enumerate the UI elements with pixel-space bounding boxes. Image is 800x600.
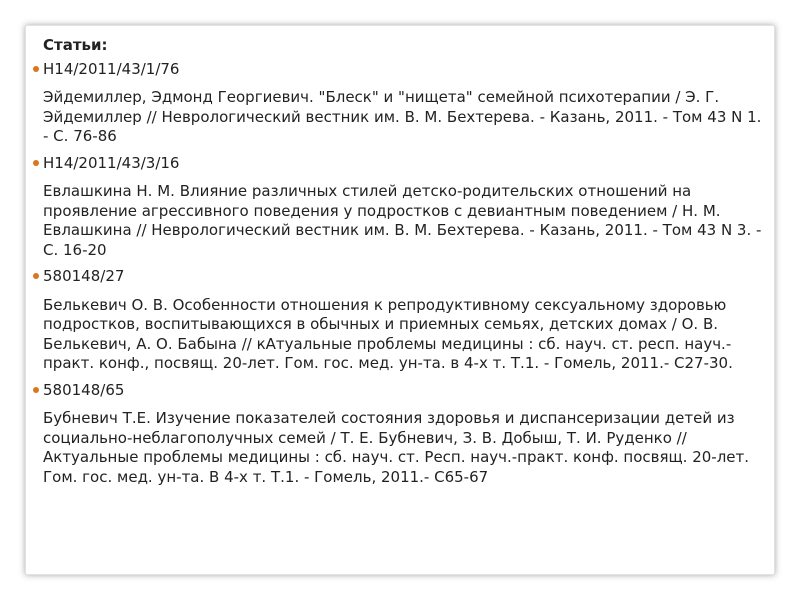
- bullet-icon: [33, 273, 39, 279]
- entry-code: 580148/27: [43, 267, 125, 285]
- entry-code-line: [43, 154, 770, 174]
- entry-code-line: [43, 267, 770, 287]
- entry-code-line: [43, 60, 770, 80]
- entry-citation: Евлашкина Н. М. Влияние различных стилей детско-родительских отношений на проявление агрессивного поведения у подростков с девиантным поведением / Н. М. Евлашкина // Неврологический вестник им. В. М. Бехтерева. - Казань, 2011. - Том 43 N 3. - С. 16-20: [43, 182, 762, 259]
- entry-code: Н14/2011/43/3/16: [43, 153, 180, 172]
- slide-content: [43, 36, 770, 494]
- list-item: [43, 60, 770, 147]
- entry-citation: Белькевич О. В. Особенности отношения к репродуктивному сексуальному здоровью подростков, воспитывающихся в обычных и приемных семьях, детских домах / О. В. Белькевич, А. О. Бабына // кАтуальные проблемы медицины : сб. науч. ст. респ. науч.-практ. конф., посвящ. 20-лет. Гом. гос. мед. ун-та. в 4-х т. Т.1. - Гомель, 2011.- С27-30.: [43, 295, 733, 372]
- entry-code-line: [43, 381, 770, 401]
- bullet-icon: [33, 66, 39, 72]
- page-title: Статьи:: [43, 36, 108, 54]
- bullet-icon: [33, 160, 39, 166]
- bullet-icon: [33, 387, 39, 393]
- entry-citation: Бубневич Т.Е. Изучение показателей состояния здоровья и диспансеризации детей из социально-неблагополучных семей / Т. Е. Бубневич, З. В. Добыш, Т. И. Руденко // Актуальные проблемы медицины : сб. науч. ст. Респ. науч.-практ. конф. посвящ. 20-лет. Гом. гос. мед. ун-та. В 4-х т. Т.1. - Гомель, 2011.- С65-67: [43, 409, 750, 486]
- list-item: [43, 381, 770, 488]
- entry-code: Н14/2011/43/1/76: [43, 59, 180, 78]
- entry-code: 580148/65: [43, 380, 125, 399]
- entry-citation: Эйдемиллер, Эдмонд Георгиевич. "Блеск" и "нищета" семейной психотерапии / Э. Г. Эйдемиллер // Неврологический вестник им. В. М. Бехтерева. - Казань, 2011. - Том 43 N 1. - С. 76-86: [43, 88, 762, 145]
- list-item: [43, 267, 770, 374]
- list-item: [43, 154, 770, 261]
